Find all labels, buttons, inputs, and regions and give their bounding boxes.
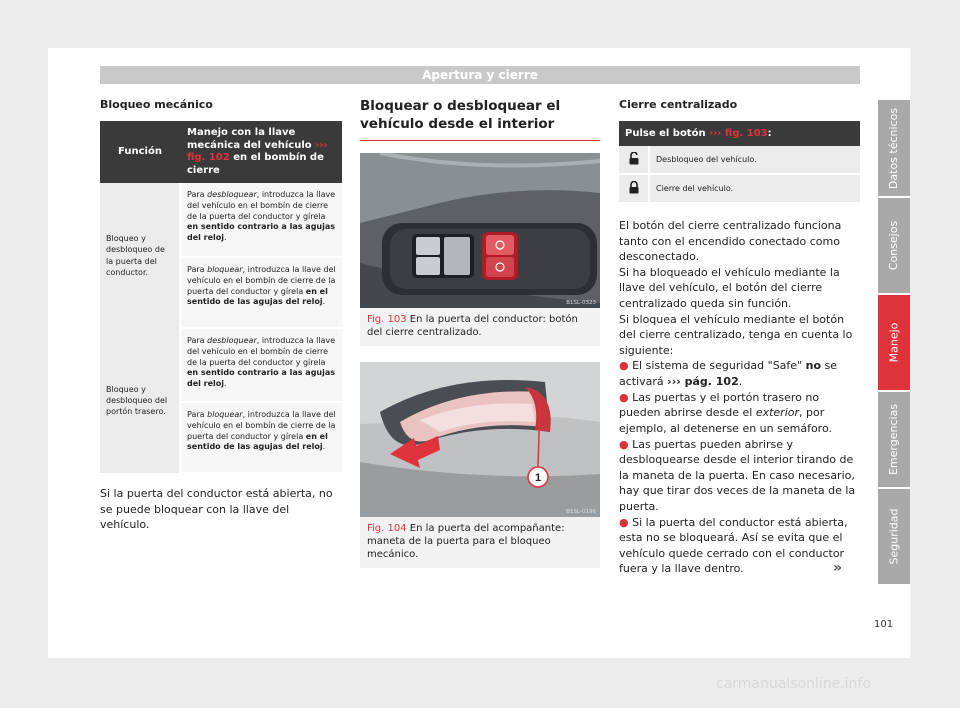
lock-icon xyxy=(619,174,649,203)
figure-link[interactable]: ››› fig. 103 xyxy=(709,128,768,139)
table-row xyxy=(619,146,860,174)
figure-caption: Fig. 103 En la puerta del conductor: botón del cierre centralizado. xyxy=(367,314,578,339)
driver-door-note: Si la puerta del conductor está abierta, no se puede bloquear con la llave del vehículo. xyxy=(100,487,333,532)
central-lock-button-image xyxy=(360,153,600,308)
row-text: Desbloqueo del vehículo. xyxy=(649,146,860,174)
page-number: 101 xyxy=(874,619,894,630)
section-heading: Bloquear o desbloquear el vehículo desde el interior xyxy=(360,98,600,141)
unlock-icon xyxy=(619,146,649,174)
figure-104 xyxy=(360,362,600,568)
callout-number: 1 xyxy=(534,472,542,485)
central-lock-table xyxy=(619,121,860,204)
row-text: Cierre del vehículo. xyxy=(649,174,860,203)
table-header: Pulse el botón ››› fig. 103: xyxy=(619,121,860,146)
figure-code: B1SL-0323 xyxy=(566,300,596,307)
unlock-instruction: Para desbloquear, introduzca la llave del vehículo en el bombín de cierre de la puerta del conductor y gírela en sentido contrario a las agujas del reloj. xyxy=(180,183,342,257)
column-header-function: Función xyxy=(100,121,180,183)
tab-consejos[interactable]: Consejos xyxy=(878,198,910,293)
bullet-item: ● Las puertas y el portón trasero no pueden abrirse desde el exterior, por ejemplo, al detenerse en un semáforo. xyxy=(619,390,832,435)
bullet-item: ● El sistema de seguridad "Safe" no se activará ››› pág. 102. xyxy=(619,359,838,389)
paragraph: Si ha bloqueado el vehículo mediante la llave del vehículo, el botón del cierre centralizado queda sin función. xyxy=(619,265,840,311)
tab-seguridad[interactable]: Seguridad xyxy=(878,489,910,584)
watermark: carmanualsonline.info xyxy=(716,676,871,692)
door-handle-image xyxy=(360,362,600,517)
central-locking-section xyxy=(619,98,860,577)
section-title: Cierre centralizado xyxy=(619,98,738,111)
table-row xyxy=(619,174,860,203)
bullet-item: ● Las puertas pueden abrirse y desbloquearse desde el interior tirando de la maneta de la puerta. En caso necesario, hay que tirar dos veces de la maneta de la puerta. xyxy=(619,437,856,513)
function-cell: Bloqueo y desbloqueo de la puerta del conductor. xyxy=(100,183,180,328)
paragraph: El botón del cierre centralizado funciona tanto con el encendido conectado como desconectado. xyxy=(619,219,842,264)
figure-caption: Fig. 104 En la puerta del acompañante: maneta de la puerta para el bloqueo mecánico. xyxy=(367,523,565,561)
page-header: Apertura y cierre xyxy=(100,66,860,84)
lock-instruction: Para bloquear, introduzca la llave del vehículo en el bombín de cierre de la puerta del conductor y gírela en el sentido de las agujas del reloj. xyxy=(180,257,342,328)
continue-arrow-icon: » xyxy=(833,560,843,576)
figure-103 xyxy=(360,153,600,346)
page-link[interactable]: ››› pág. 102 xyxy=(667,375,739,389)
tab-manejo[interactable]: Manejo xyxy=(878,295,910,390)
figure-link[interactable]: ››› fig. 102 xyxy=(187,139,328,163)
lock-instruction: Para bloquear, introduzca la llave del vehículo en el bombín de cierre de la puerta del conductor y gírela en el sentido de las agujas del reloj. xyxy=(180,402,342,473)
section-title: Bloqueo mecánico xyxy=(100,98,213,111)
tab-emergencias[interactable]: Emergencias xyxy=(878,392,910,487)
tab-datos-tecnicos[interactable]: Datos técnicos xyxy=(878,100,910,196)
function-cell: Bloqueo y desbloqueo del portón trasero. xyxy=(100,328,180,473)
interior-lock-section xyxy=(360,98,600,584)
column-header-operation: Manejo con la llave mecánica del vehículo ››› fig. 102 en el bombín de cierre xyxy=(180,121,342,183)
figure-code: B1SL-0196 xyxy=(566,509,596,516)
mechanical-lock-section xyxy=(100,98,342,533)
unlock-instruction: Para desbloquear, introduzca la llave del vehículo en el bombín de cierre de la puerta del conductor y gírela en sentido contrario a las agujas del reloj. xyxy=(180,328,342,402)
mechanical-lock-table xyxy=(100,121,342,474)
bullet-item: ● Si la puerta del conductor está abierta, esta no se bloqueará. Así se evita que el vehículo quede cerrado con el conductor fuera y la llave dentro. xyxy=(619,515,848,576)
paragraph: Si bloquea el vehículo mediante el botón del cierre centralizado, tenga en cuenta lo siguiente: xyxy=(619,312,853,357)
